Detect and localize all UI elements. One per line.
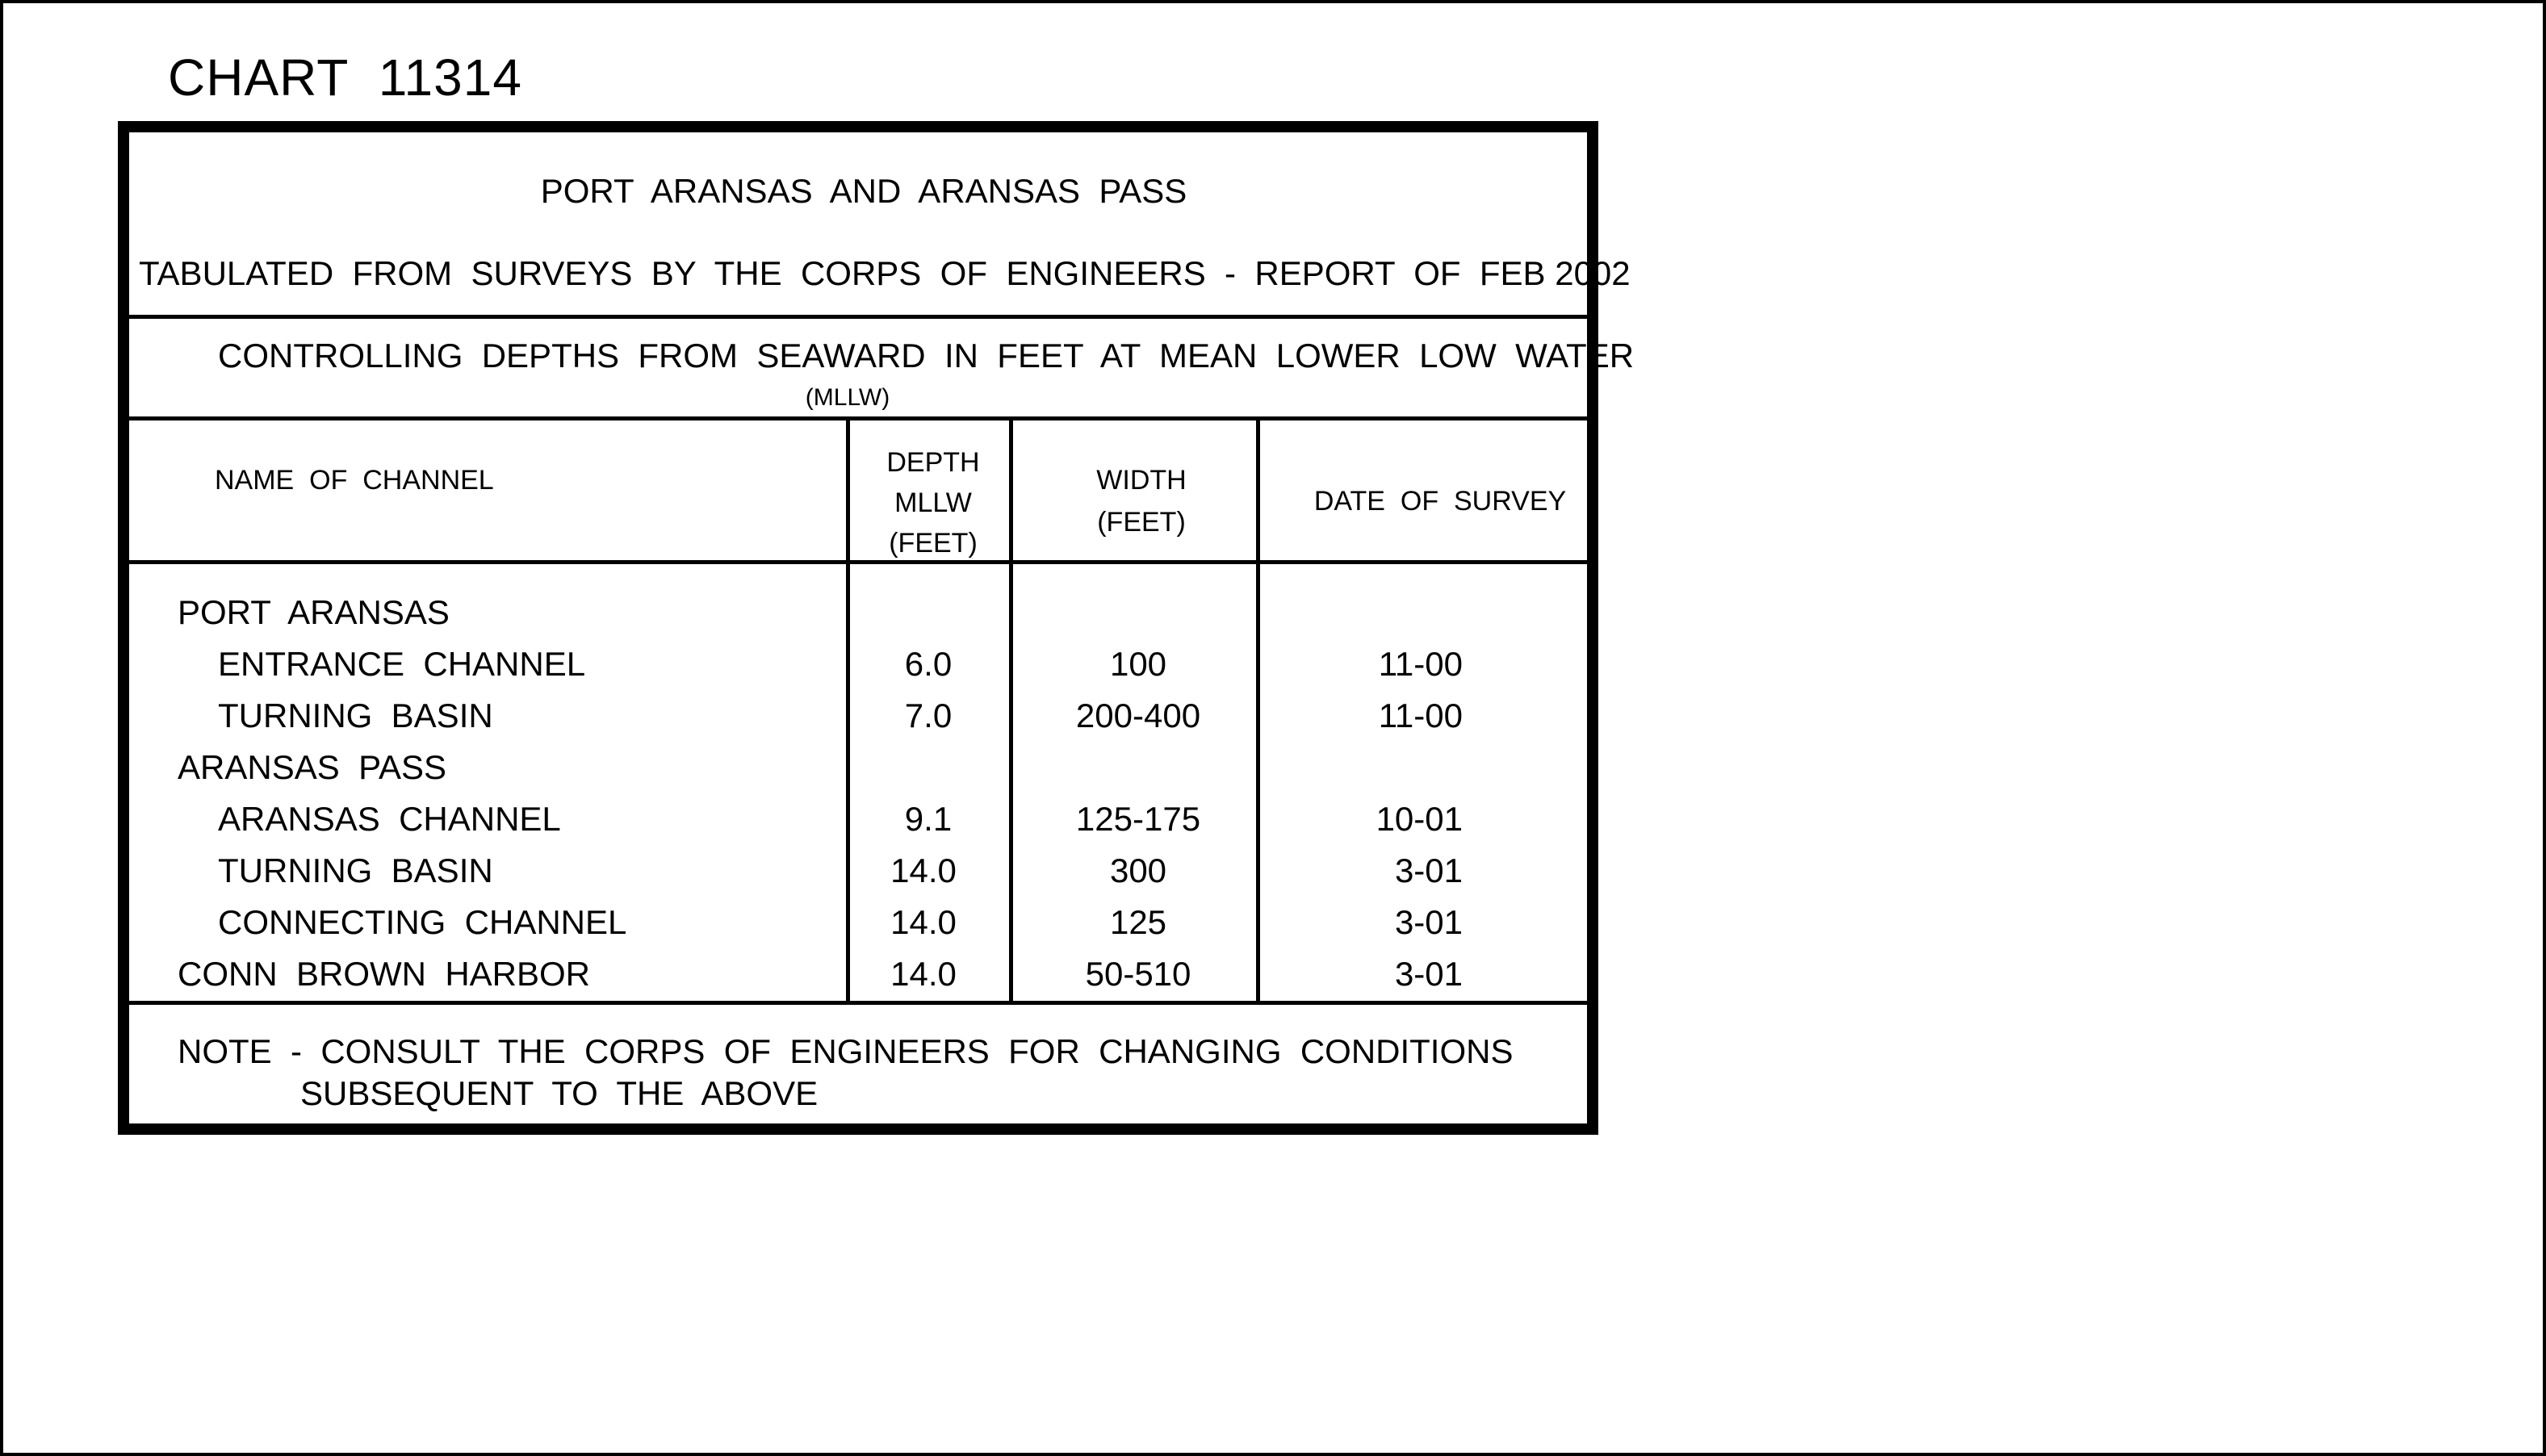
column-header-name: NAME OF CHANNEL: [215, 465, 494, 496]
depth-value: 6.0: [904, 645, 953, 683]
rule-below-heading: [129, 315, 1587, 319]
channel-depth-table: [118, 121, 1635, 1135]
rule-below-caption: [129, 416, 1587, 420]
column-header-width-line2: (FEET): [1097, 507, 1186, 538]
rule-below-column-headers: [129, 560, 1587, 564]
channel-name: PORT ARANSAS: [178, 593, 450, 631]
column-header-depth-line3: (FEET): [889, 528, 978, 559]
depth-caption: CONTROLLING DEPTHS FROM SEAWARD IN FEET AT MEAN LOWER LOW WATER: [218, 337, 1635, 374]
width-value: 200-400: [1075, 697, 1201, 734]
depth-value: 14.0: [890, 851, 957, 889]
channel-name: TURNING BASIN: [218, 697, 493, 734]
note-line-1: NOTE - CONSULT THE CORPS OF ENGINEERS FOR CHANGING CONDITIONS: [178, 1032, 1514, 1070]
channel-name: ENTRANCE CHANNEL: [218, 645, 586, 683]
chart-title: CHART 11314: [168, 48, 522, 107]
width-value: 125: [1109, 903, 1167, 941]
survey-date: 3-01: [1394, 903, 1463, 941]
column-header-date: DATE OF SURVEY: [1313, 486, 1567, 517]
width-value: 300: [1109, 851, 1167, 889]
column-divider-date: [1256, 416, 1260, 1005]
table-source: TABULATED FROM SURVEYS BY THE CORPS OF ENGINEERS - REPORT OF FEB 2002: [139, 254, 1631, 292]
column-header-depth-line1: DEPTH: [886, 447, 980, 478]
depth-value: 7.0: [904, 697, 953, 734]
width-value: 100: [1109, 645, 1167, 683]
note-line-2: SUBSEQUENT TO THE ABOVE: [300, 1074, 819, 1112]
column-divider-width: [1009, 416, 1013, 1005]
channel-name: ARANSAS CHANNEL: [218, 800, 561, 838]
column-divider-depth: [846, 416, 850, 1005]
depth-caption-abbr: (MLLW): [805, 384, 890, 411]
channel-name: ARANSAS PASS: [178, 748, 447, 786]
depth-value: 9.1: [904, 800, 953, 838]
column-header-width-line1: WIDTH: [1096, 465, 1187, 496]
survey-date: 10-01: [1376, 800, 1463, 838]
rule-above-note: [129, 1001, 1587, 1005]
depth-value: 14.0: [890, 955, 957, 993]
survey-date: 3-01: [1394, 955, 1463, 993]
channel-name: TURNING BASIN: [218, 851, 493, 889]
table-heading: PORT ARANSAS AND ARANSAS PASS: [540, 172, 1187, 210]
channel-name: CONNECTING CHANNEL: [218, 903, 627, 941]
width-value: 125-175: [1075, 800, 1201, 838]
survey-date: 11-00: [1378, 645, 1463, 683]
survey-date: 11-00: [1378, 697, 1463, 734]
depth-value: 14.0: [890, 903, 957, 941]
column-header-depth-line2: MLLW: [894, 487, 972, 518]
width-value: 50-510: [1085, 955, 1191, 993]
channel-name: CONN BROWN HARBOR: [178, 955, 591, 993]
survey-date: 3-01: [1394, 851, 1463, 889]
